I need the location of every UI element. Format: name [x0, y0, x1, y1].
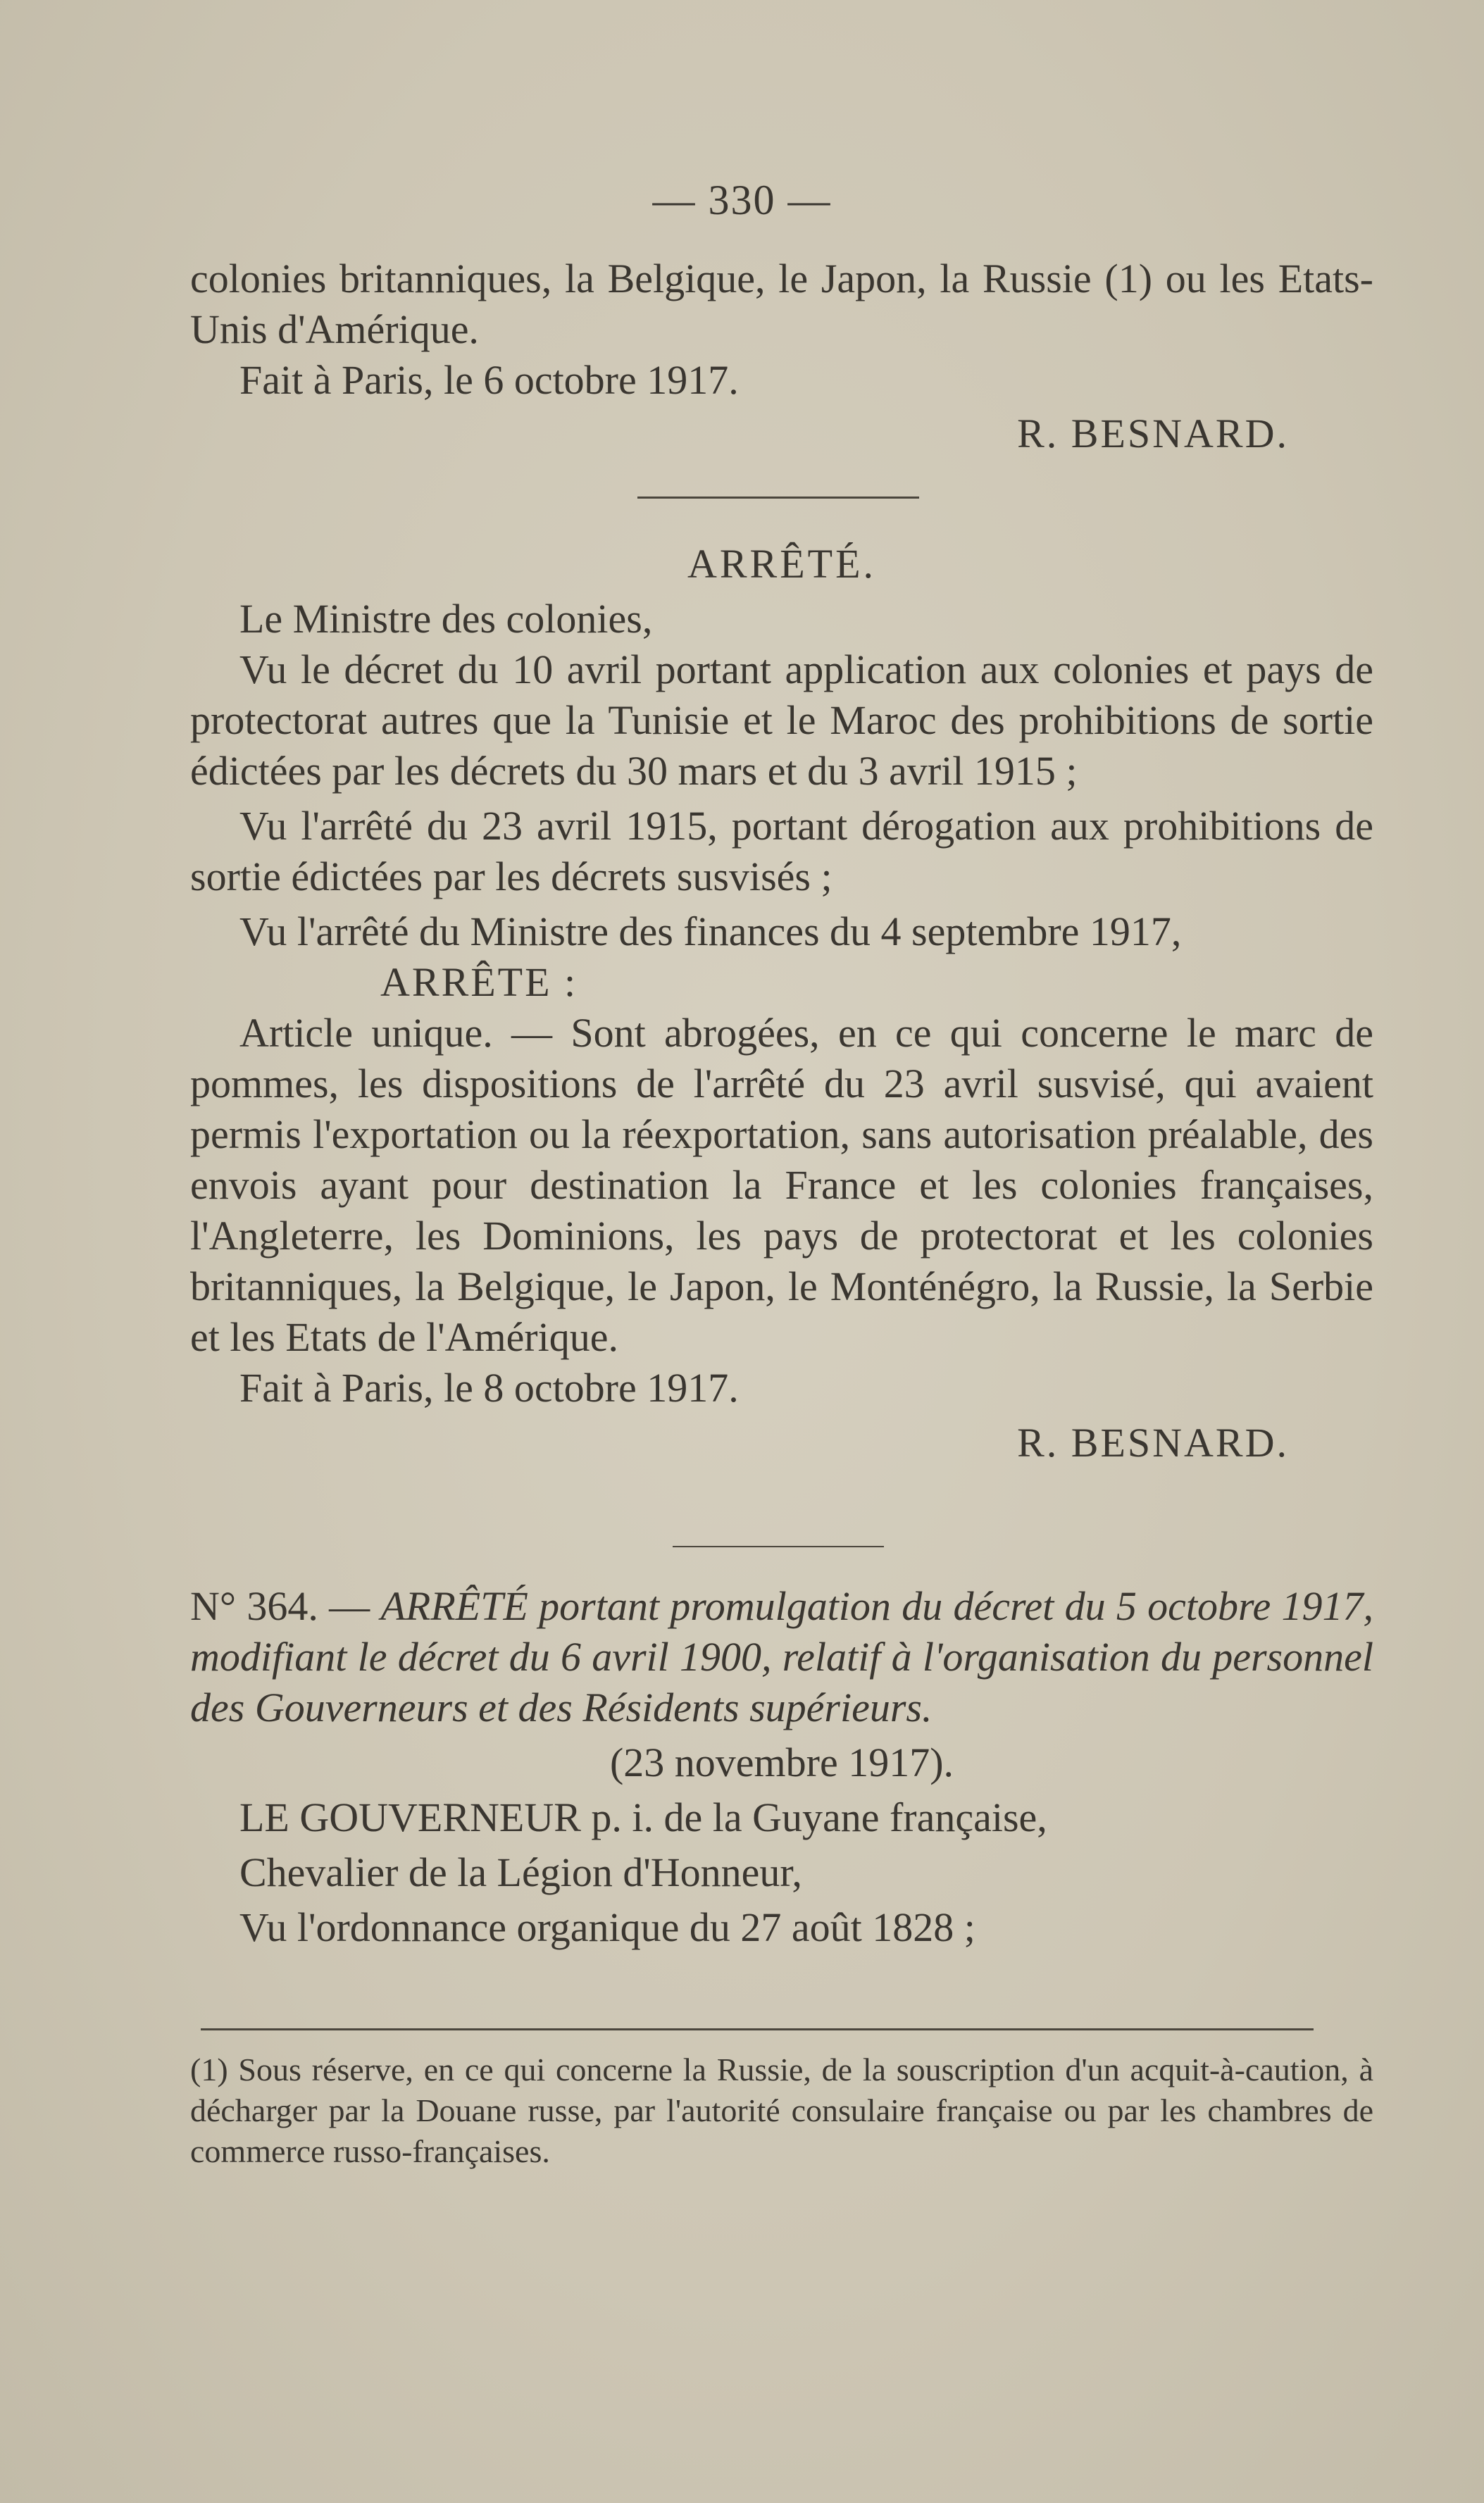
section-2	[190, 539, 1373, 1468]
decree-heading	[190, 1581, 1373, 1733]
decree-date: (23 novembre 1917).	[609, 1740, 954, 1785]
separator-rule	[637, 497, 919, 499]
separator-rule	[673, 1546, 884, 1547]
governor-line: LE GOUVERNEUR p. i. de la Guyane française,	[239, 1794, 1047, 1840]
article-unique: Article unique. — Sont abrogées, en ce qui concerne le marc de pommes, les dispositions de l'arrêté du 23 avril susvisé, qui avaient permis l'exportation ou la réexportation, sans autorisation préalable, des envois ayant pour destination la France et les colonies françaises, l'Angleterre, les Dominions, les pays de protectorat et les colonies britanniques, la Belgique, le Japon, le Monténégro, la Russie, la Serbie et les Etats de l'Amérique.	[190, 1010, 1373, 1360]
section-3	[190, 1581, 1373, 1953]
footnote: (1) Sous réserve, en ce qui concerne la Russie, de la souscription d'un acquit-à-caution, à décharger par la Douane russe, par l'autorité consulaire française ou par les chambres de commerce russo-françaises.	[190, 2052, 1373, 2169]
arrete-title: ARRÊTÉ.	[687, 541, 877, 587]
decree-title: ARRÊTÉ portant promulgation du décret du 5 octobre 1917, modifiant le décret du 6 avril 1900, relatif à l'organisation du personnel des Gouverneurs et des Résidents supérieurs.	[190, 1583, 1373, 1730]
vu-paragraph-2: Vu l'arrêté du 23 avril 1915, portant dérogation aux prohibitions de sortie édictées par les décrets susvisés ;	[190, 803, 1373, 899]
vu-paragraph-3: Vu l'arrêté du Ministre des finances du 4 septembre 1917,	[239, 909, 1182, 954]
signature: R. BESNARD.	[1017, 411, 1289, 456]
signature: R. BESNARD.	[1017, 1420, 1289, 1466]
vu-paragraph-1: Vu le décret du 10 avril portant application aux colonies et pays de protectorat autres que la Tunisie et le Maroc des prohibitions de sortie édictées par les décrets du 30 mars et du 3 avril 1915 ;	[190, 647, 1373, 794]
chevalier-line: Chevalier de la Légion d'Honneur,	[239, 1849, 802, 1895]
place-date: Fait à Paris, le 6 octobre 1917.	[239, 357, 739, 403]
page-number: — 330 —	[652, 177, 832, 223]
place-date: Fait à Paris, le 8 octobre 1917.	[239, 1365, 739, 1411]
arrete-label: ARRÊTE :	[380, 959, 578, 1005]
decree-number: N° 364. —	[190, 1583, 370, 1629]
vu-ordonnance: Vu l'ordonnance organique du 27 août 1828 ;	[239, 1904, 975, 1950]
footnote-rule	[201, 2028, 1314, 2030]
section-1	[190, 254, 1373, 459]
minister-line: Le Ministre des colonies,	[239, 596, 653, 642]
continuation-text: colonies britanniques, la Belgique, le Japon, la Russie (1) ou les Etats-Unis d'Amérique.	[190, 256, 1373, 352]
